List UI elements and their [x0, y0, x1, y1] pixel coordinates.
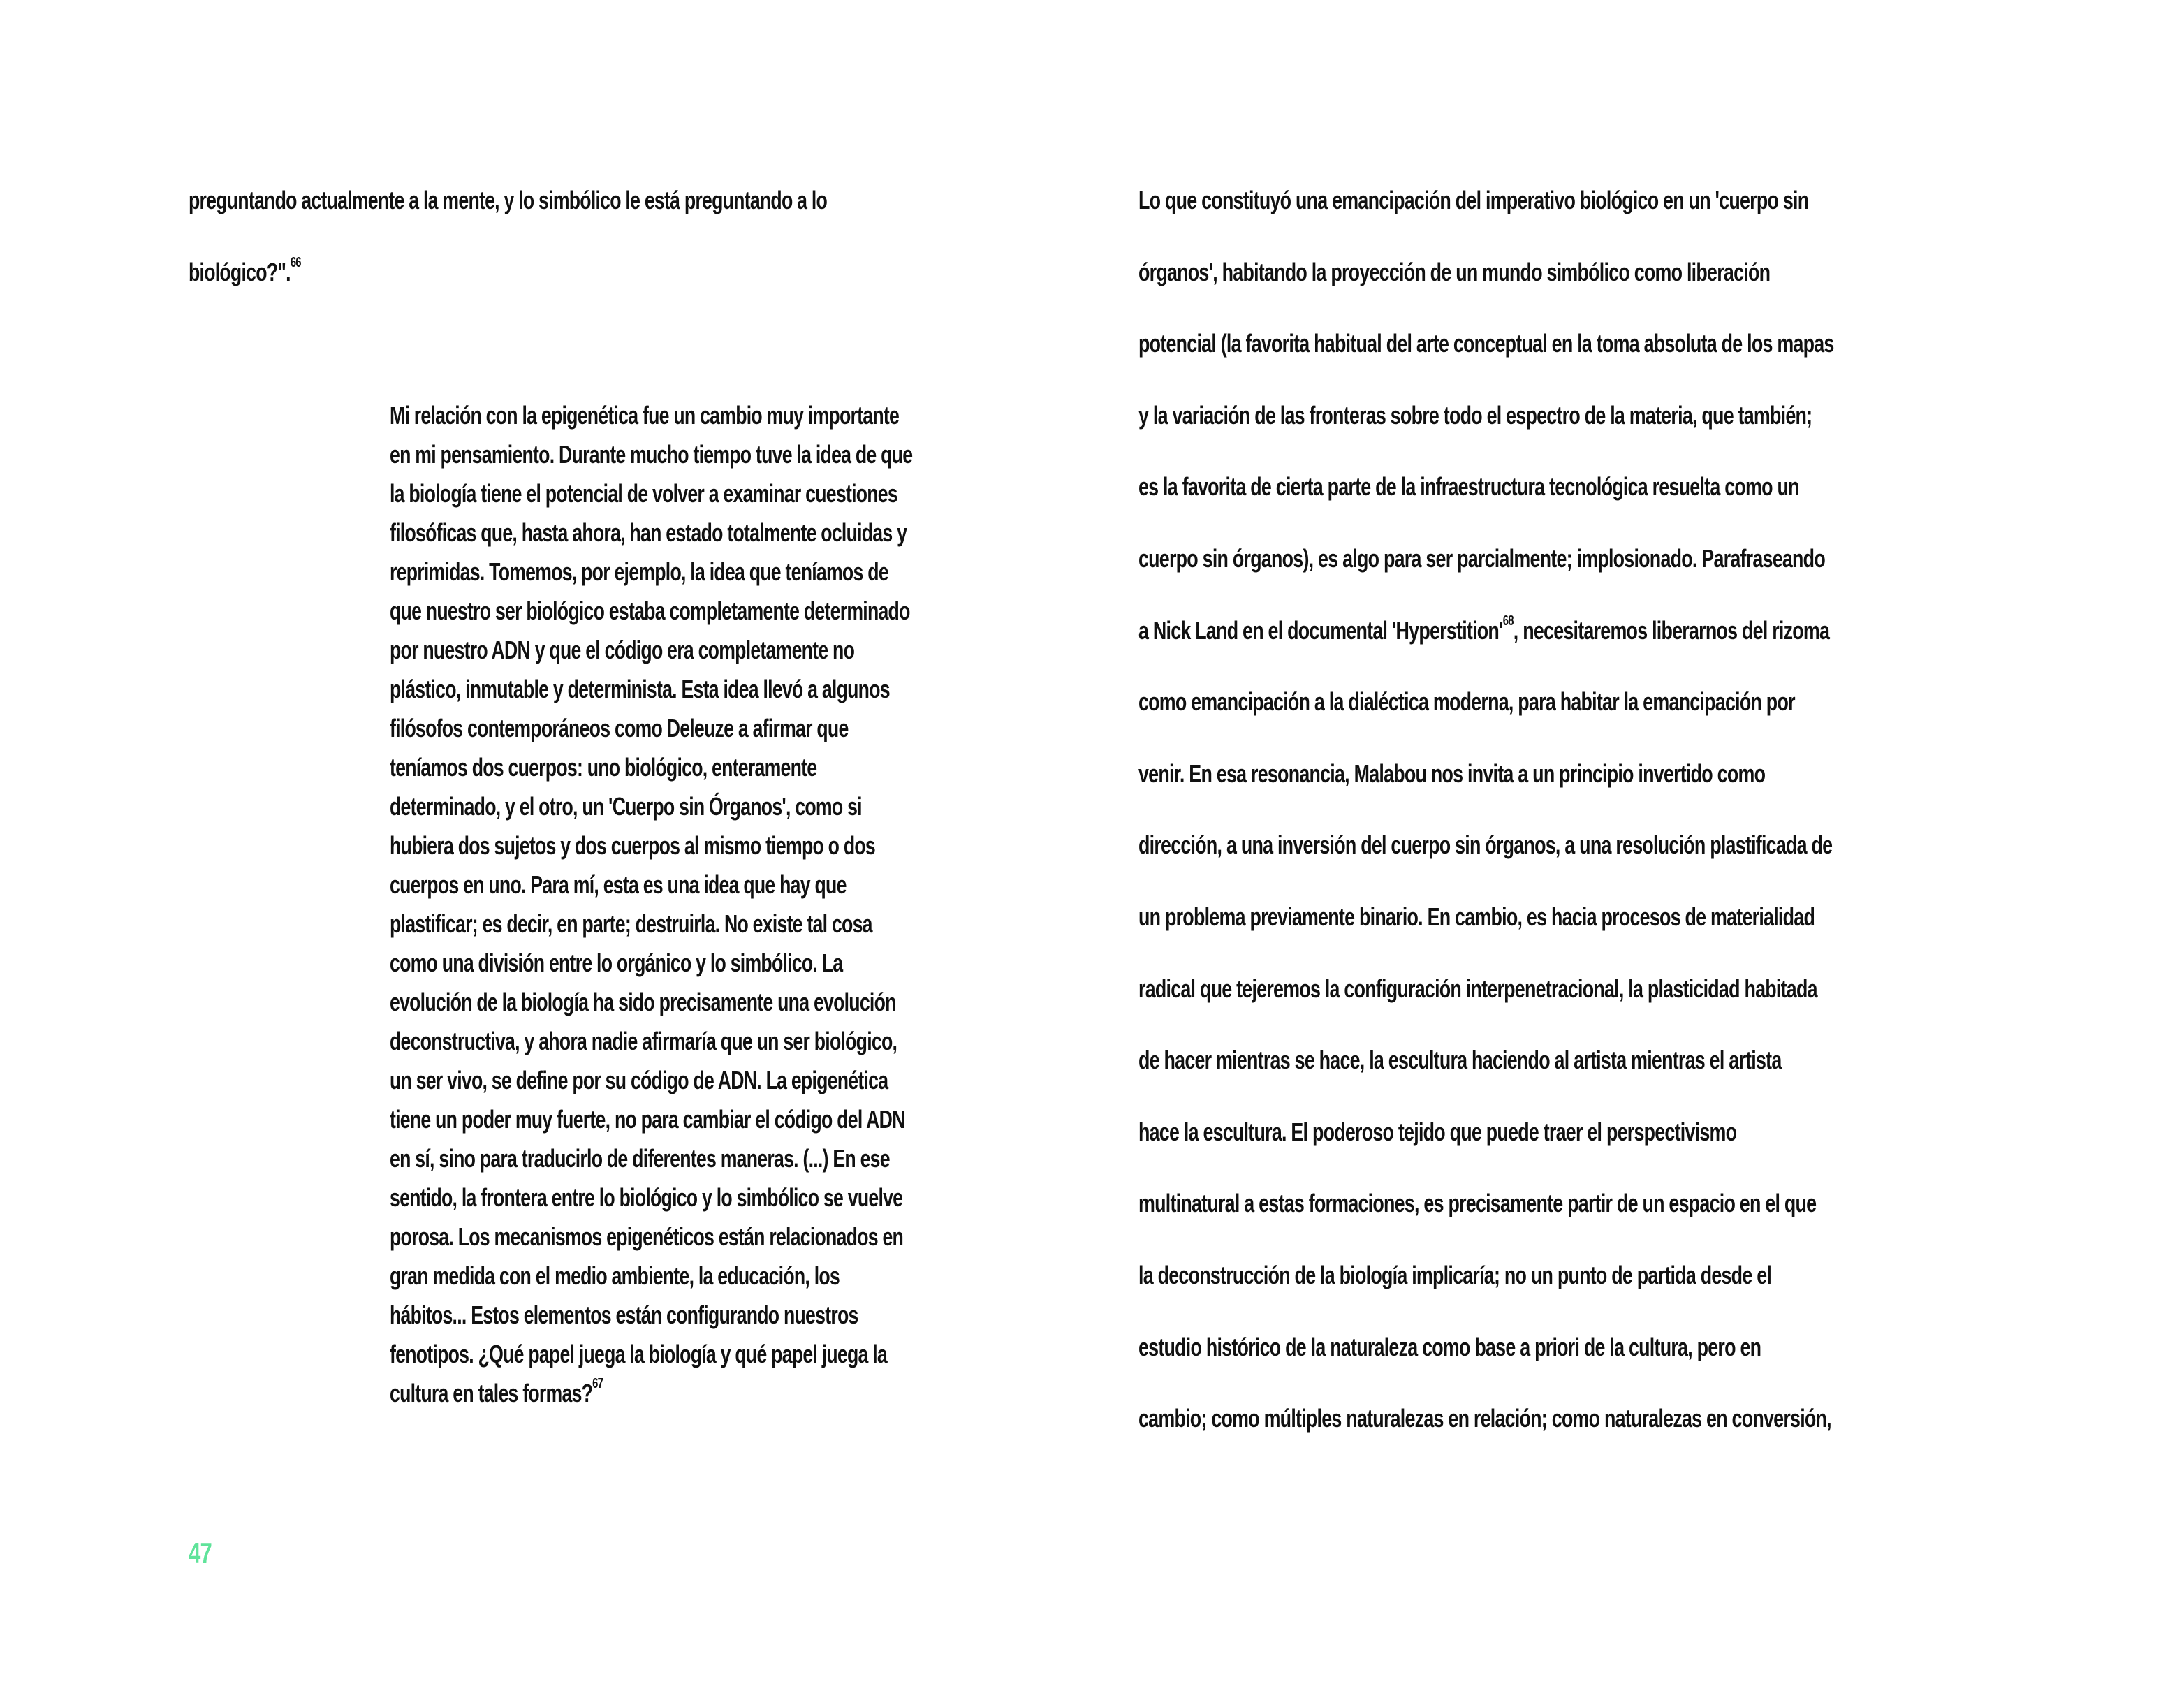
quote-line-text: en sí, sino para traducirlo de diferentes maneras. (...) En ese: [390, 1144, 890, 1173]
quote-line: [390, 1261, 840, 1291]
text-line-content: estudio histórico de la naturaleza como base a priori de la cultura, pero en: [1138, 1333, 1761, 1361]
text-line: [1138, 401, 1812, 430]
text-line: [189, 255, 301, 287]
text-line-content: un problema previamente binario. En cambio, es hacia procesos de materialidad: [1138, 902, 1815, 931]
quote-line-text: en mi pensamiento. Durante mucho tiempo tuve la idea de que: [390, 440, 913, 469]
text-line-content: potencial (la favorita habitual del arte conceptual en la toma absoluta de los mapas: [1138, 329, 1834, 358]
quote-line: [390, 1376, 603, 1408]
text-line-content: es la favorita de cierta parte de la infraestructura tecnológica resuelta como un: [1138, 472, 1799, 501]
quote-line: [390, 988, 896, 1017]
quote-line-text: sentido, la frontera entre lo biológico y lo simbólico se vuelve: [390, 1183, 903, 1212]
quote-line: [390, 949, 842, 978]
quote-line-text: gran medida con el medio ambiente, la educación, los: [390, 1261, 840, 1290]
quote-line: [390, 1144, 890, 1173]
text-line: [1138, 1404, 1831, 1433]
quote-line: [390, 870, 847, 900]
footnote-ref-67: 67: [592, 1376, 603, 1391]
quote-line: [390, 479, 897, 508]
text-line-content: biológico?".: [189, 258, 291, 286]
quote-line: [390, 909, 872, 939]
quote-line-text: hubiera dos sujetos y dos cuerpos al mismo tiempo o dos: [390, 831, 876, 860]
quote-line-text: hábitos... Estos elementos están configurando nuestros: [390, 1301, 858, 1329]
text-line-content: órganos', habitando la proyección de un mundo simbólico como liberación: [1138, 258, 1771, 286]
text-line-continuation: , necesitaremos liberarnos del rizoma: [1513, 616, 1830, 645]
quote-line: [390, 440, 912, 469]
quote-line-text: como una división entre lo orgánico y lo simbólico. La: [390, 949, 843, 977]
quote-line-text: que nuestro ser biológico estaba completamente determinado: [390, 596, 910, 625]
text-line-content: a Nick Land en el documental 'Hyperstition': [1138, 616, 1503, 645]
text-line: [1138, 830, 1832, 860]
text-line: [1138, 1046, 1782, 1075]
text-line: [1138, 1118, 1736, 1147]
text-line: [1138, 258, 1770, 287]
quote-line: [390, 518, 907, 548]
quote-line: [390, 596, 910, 626]
text-line-content: dirección, a una inversión del cuerpo sin órganos, a una resolución plastificada de: [1138, 830, 1833, 859]
text-line: [1138, 974, 1817, 1004]
text-line: [1138, 329, 1834, 358]
text-line: preguntando actualmente a la mente, y lo simbólico le está preguntando a lo: [189, 186, 828, 214]
quote-line: [390, 557, 888, 587]
text-line-content: y la variación de las fronteras sobre todo el espectro de la materia, que también;: [1138, 401, 1812, 430]
quote-line: [390, 1105, 905, 1134]
text-line: [1138, 544, 1825, 573]
text-line-content: multinatural a estas formaciones, es precisamente partir de un espacio en el que: [1138, 1189, 1817, 1217]
footnote-ref-68: 68: [1502, 613, 1514, 629]
quote-line-text: determinado, y el otro, un 'Cuerpo sin Órganos', como si: [390, 792, 862, 821]
quote-line: [390, 831, 875, 861]
quote-line: [390, 401, 899, 430]
text-line-content: radical que tejeremos la configuración interpenetracional, la plasticidad habitada: [1138, 974, 1817, 1003]
quote-line: [390, 636, 854, 665]
quote-line-text: reprimidas. Tomemos, por ejemplo, la idea que teníamos de: [390, 557, 888, 586]
text-line-content: venir. En esa resonancia, Malabou nos invita a un principio invertido como: [1138, 759, 1766, 788]
text-line-content: cambio; como múltiples naturalezas en relación; como naturalezas en conversión,: [1138, 1404, 1831, 1433]
text-line-content: hace la escultura. El poderoso tejido que puede traer el perspectivismo: [1138, 1118, 1737, 1146]
quote-line-text: un ser vivo, se define por su código de ADN. La epigenética: [390, 1066, 888, 1094]
quote-line: [390, 1027, 897, 1056]
quote-line-text: deconstructiva, y ahora nadie afirmaría que un ser biológico,: [390, 1027, 897, 1055]
text-line-content: como emancipación a la dialéctica moderna, para habitar la emancipación por: [1138, 687, 1795, 716]
text-line: [1138, 613, 1830, 645]
text-line: [1138, 1189, 1816, 1218]
page-number: 47: [189, 1537, 212, 1569]
quote-line-text: Mi relación con la epigenética fue un cambio muy importante: [390, 401, 900, 430]
quote-line: [390, 675, 890, 704]
footnote-ref-66: 66: [290, 255, 301, 270]
quote-line: [390, 753, 816, 782]
quote-line: [390, 1340, 887, 1369]
text-line: [1138, 902, 1815, 932]
quote-line-text: la biología tiene el potencial de volver a examinar cuestiones: [390, 479, 897, 508]
quote-line-text: plástico, inmutable y determinista. Esta idea llevó a algunos: [390, 675, 890, 703]
quote-line-text: teníamos dos cuerpos: uno biológico, enteramente: [390, 753, 817, 782]
quote-line-text: cuerpos en uno. Para mí, esta es una idea que hay que: [390, 870, 847, 899]
text-line: [1138, 472, 1799, 501]
quote-line: [390, 1066, 888, 1095]
quote-line-text: porosa. Los mecanismos epigenéticos están relacionados en: [390, 1222, 904, 1251]
quote-line-text: cultura en tales formas?: [390, 1379, 593, 1407]
text-line: [1138, 1261, 1771, 1290]
quote-line: [390, 1301, 858, 1330]
quote-line-text: filosóficas que, hasta ahora, han estado totalmente ocluidas y: [390, 518, 907, 547]
quote-line-text: evolución de la biología ha sido precisamente una evolución: [390, 988, 896, 1016]
text-line: [1138, 186, 1808, 215]
text-line-content: la deconstrucción de la biología implicaría; no un punto de partida desde el: [1138, 1261, 1772, 1289]
quote-line-text: tiene un poder muy fuerte, no para cambiar el código del ADN: [390, 1105, 905, 1134]
quote-line-text: fenotipos. ¿Qué papel juega la biología y qué papel juega la: [390, 1340, 888, 1368]
quote-line-text: por nuestro ADN y que el código era completamente no: [390, 636, 855, 664]
quote-line: [390, 714, 849, 743]
quote-line-text: filósofos contemporáneos como Deleuze a afirmar que: [390, 714, 849, 742]
quote-line-text: plastificar; es decir, en parte; destruirla. No existe tal cosa: [390, 909, 872, 938]
text-line: [1138, 759, 1765, 789]
text-line: [1138, 687, 1795, 717]
text-line-content: cuerpo sin órganos), es algo para ser parcialmente; implosionado. Parafraseando: [1138, 544, 1825, 573]
quote-line: [390, 1222, 903, 1252]
quote-line: [390, 792, 862, 821]
text-line-content: de hacer mientras se hace, la escultura haciendo al artista mientras el artista: [1138, 1046, 1782, 1074]
text-line-content: Lo que constituyó una emancipación del imperativo biológico en un 'cuerpo sin: [1138, 186, 1809, 214]
text-line: [1138, 1333, 1761, 1362]
quote-line: [390, 1183, 902, 1213]
